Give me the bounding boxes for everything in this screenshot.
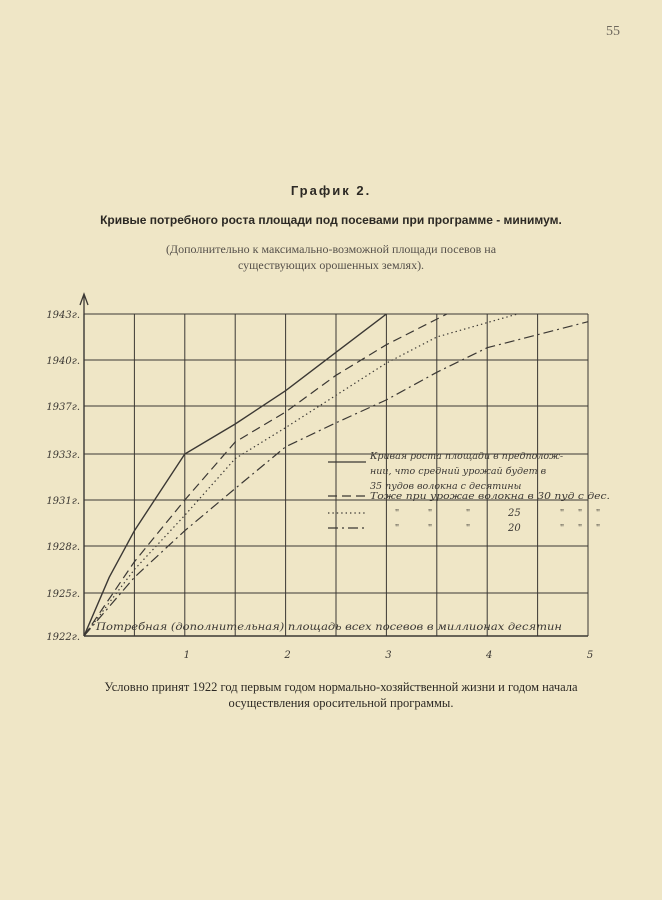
y-tick-label: 1928г. (46, 542, 80, 553)
ditto-mark: " (466, 508, 471, 519)
x-tick-label: 3 (385, 650, 392, 661)
x-tick-label: 5 (586, 650, 594, 661)
legend-label: 35 пудов волокна с десятины (370, 481, 522, 492)
y-tick-label: 1931г. (46, 496, 80, 507)
x-tick-label: 1 (183, 650, 190, 661)
chart-subtitle: Кривые потребного роста площади под посевами при программе - минимум. (100, 213, 562, 227)
x-tick-label: 2 (284, 650, 291, 661)
y-tick-label: 1943г. (46, 310, 80, 321)
chart-caption (50, 679, 632, 711)
y-tick-label: 1933г. (46, 450, 80, 461)
y-tick-label: 1925г. (46, 589, 80, 600)
ditto-mark: " (596, 508, 601, 519)
ditto-mark: " (578, 508, 583, 519)
ditto-mark: " (578, 523, 583, 534)
legend-label: Тоже при урожае волокна в 30 пуд с дес. (370, 491, 610, 502)
ditto-mark: " (596, 523, 601, 534)
legend-label: Кривая роста площади в предполож- (370, 451, 564, 462)
ditto-mark: " (395, 523, 400, 534)
legend-label: 20 (508, 523, 521, 534)
chart-note-line-1: (Дополнительно к максимально-возможной площади посевов на (165, 242, 497, 256)
x-tick-label: 4 (486, 650, 493, 661)
y-tick-label: 1922г. (46, 632, 80, 643)
x-axis-label: Потребная (дополнительная) площадь всех посевов в миллионах десятин (94, 621, 563, 633)
page-number: 55 (606, 24, 620, 39)
chart-caption-line-1: Условно принят 1922 год первым годом нормально-хозяйственной жизни и годом начала (104, 680, 578, 694)
y-tick-label: 1937г. (46, 402, 80, 413)
page-title: График 2. (290, 183, 372, 198)
chart-note-line-2: существующих орошенных землях). (237, 258, 425, 272)
chart-caption-line-2: осуществления оросительной программы. (228, 696, 454, 710)
ditto-mark: " (560, 523, 565, 534)
ditto-mark: " (428, 523, 433, 534)
legend-label: 25 (508, 508, 521, 519)
ditto-mark: " (560, 508, 565, 519)
ditto-mark: " (395, 508, 400, 519)
y-tick-label: 1940г. (46, 356, 80, 367)
legend-label: нии, что средний урожай будет в (370, 466, 547, 477)
ditto-mark: " (466, 523, 471, 534)
ditto-mark: " (428, 508, 433, 519)
